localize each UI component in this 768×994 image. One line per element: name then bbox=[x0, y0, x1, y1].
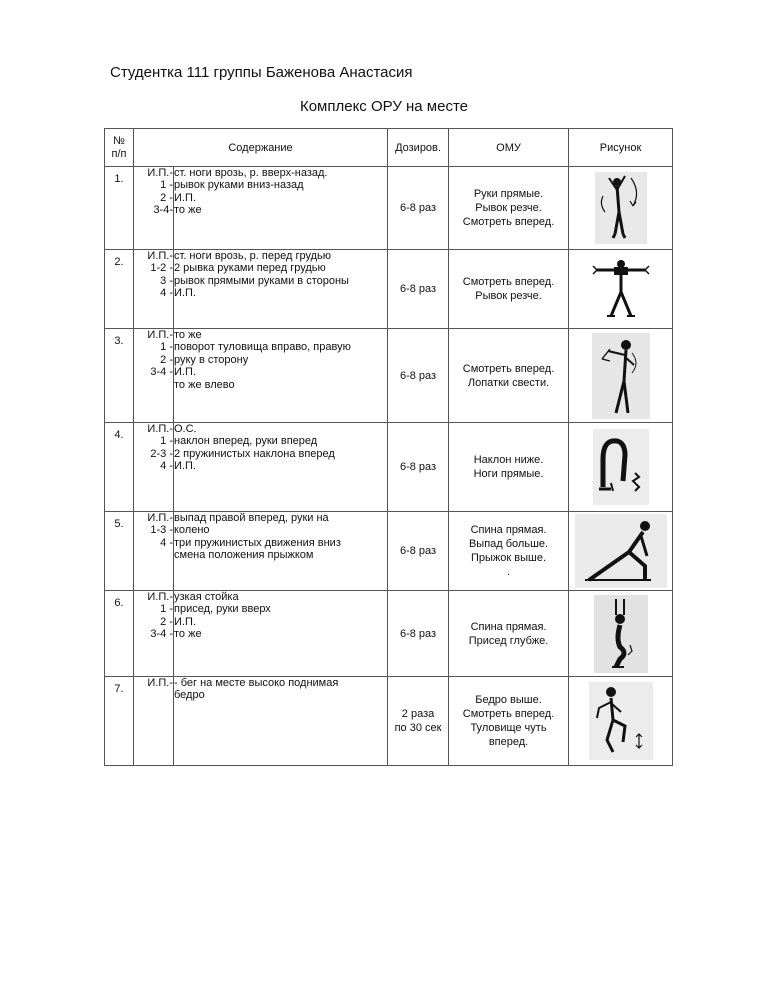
row-content bbox=[174, 329, 388, 423]
omu-line: Смотреть вперед. bbox=[462, 276, 555, 288]
row-content bbox=[174, 423, 388, 512]
content-line: И.П. bbox=[174, 615, 196, 628]
content-line: О.С. bbox=[174, 423, 197, 435]
row-number: 4. bbox=[105, 423, 134, 512]
position-label: 1 - bbox=[160, 603, 173, 616]
content-line: ст. ноги врозь, р. перед грудью bbox=[174, 250, 331, 262]
omu-line: Смотреть вперед. bbox=[462, 362, 555, 375]
row-dosage bbox=[388, 677, 449, 766]
position-label: 4 - bbox=[160, 287, 173, 300]
position-label: 1-2 - bbox=[150, 262, 173, 275]
omu-line: Прыжок выше. bbox=[471, 552, 547, 564]
row-dosage bbox=[388, 591, 449, 677]
row-number: 1. bbox=[105, 167, 134, 250]
position-label: 1 - bbox=[160, 179, 173, 192]
dosage-line: 6-8 раз bbox=[399, 545, 437, 557]
position-label: 4 - bbox=[160, 460, 173, 473]
row-content bbox=[174, 167, 388, 250]
position-label: И.П.- bbox=[147, 329, 173, 341]
col-header-number-symbol: № bbox=[113, 134, 125, 147]
content-line: ст. ноги врозь, р. вверх-назад. bbox=[174, 167, 328, 179]
position-label: 3-4 - bbox=[150, 628, 173, 641]
position-label: 4 - bbox=[160, 536, 173, 549]
content-line: узкая стойка bbox=[174, 591, 239, 603]
content-line: то же bbox=[174, 204, 202, 217]
content-line: И.П. bbox=[174, 366, 196, 379]
content-line: бедро bbox=[174, 689, 205, 702]
row-position-labels bbox=[134, 423, 174, 512]
row-omu bbox=[449, 167, 569, 250]
content-line: рывок руками вниз-назад bbox=[174, 179, 304, 192]
row-content bbox=[174, 512, 388, 591]
content-line: И.П. bbox=[174, 191, 196, 204]
table-row bbox=[105, 677, 673, 766]
position-label: 2 - bbox=[160, 353, 173, 366]
omu-line: Спина прямая. bbox=[470, 524, 547, 536]
content-line: 2 пружинистых наклона вперед bbox=[174, 447, 335, 460]
row-number: 5. bbox=[105, 512, 134, 591]
position-label: И.П.- bbox=[147, 591, 173, 603]
omu-line: Присед глубже. bbox=[468, 634, 549, 647]
row-content bbox=[174, 591, 388, 677]
content-line: смена положения прыжком bbox=[174, 549, 314, 562]
position-label: 3-4- bbox=[153, 204, 173, 217]
position-label: 3-4 - bbox=[150, 366, 173, 379]
content-line: выпад правой вперед, руки на bbox=[174, 512, 329, 524]
row-position-labels bbox=[134, 167, 174, 250]
omu-line: Руки прямые. bbox=[473, 188, 544, 200]
content-line: 2 рывка руками перед грудью bbox=[174, 262, 326, 275]
content-line: колено bbox=[174, 524, 210, 537]
content-line: И.П. bbox=[174, 287, 196, 300]
omu-line: Ноги прямые. bbox=[473, 468, 544, 480]
position-label: 2 - bbox=[160, 191, 173, 204]
row-dosage bbox=[388, 250, 449, 329]
row-number: 2. bbox=[105, 250, 134, 329]
row-position-labels bbox=[134, 677, 174, 766]
omu-line: Выпад больше. bbox=[468, 538, 549, 550]
figure-torso-turn-icon bbox=[569, 329, 673, 423]
content-line: то же влево bbox=[174, 378, 235, 391]
table-row bbox=[105, 329, 673, 423]
row-dosage bbox=[388, 512, 449, 591]
row-dosage bbox=[388, 167, 449, 250]
dosage-line: 6-8 раз bbox=[399, 461, 437, 473]
position-label: 1 - bbox=[160, 341, 173, 354]
content-line: то же bbox=[174, 329, 202, 341]
row-omu bbox=[449, 329, 569, 423]
row-omu bbox=[449, 591, 569, 677]
position-label bbox=[134, 549, 173, 561]
table-header-row bbox=[105, 129, 673, 167]
table-row bbox=[105, 167, 673, 250]
omu-line: Смотреть вперед. bbox=[462, 216, 555, 228]
row-position-labels bbox=[134, 591, 174, 677]
omu-line: Рывок резче. bbox=[475, 290, 542, 302]
table-row bbox=[105, 423, 673, 512]
position-label: И.П.- bbox=[147, 423, 173, 435]
col-header-number bbox=[105, 129, 134, 167]
content-line: три пружинистых движения вниз bbox=[174, 536, 341, 549]
row-omu bbox=[449, 250, 569, 329]
row-content bbox=[174, 677, 388, 766]
position-label: И.П.- bbox=[147, 677, 173, 689]
table-row bbox=[105, 250, 673, 329]
document-title: Комплекс ОРУ на месте bbox=[299, 98, 469, 115]
content-line: - бег на месте высоко поднимая bbox=[174, 677, 339, 689]
position-label: 2 - bbox=[160, 615, 173, 628]
omu-line: Лопатки свести. bbox=[467, 376, 550, 389]
figure-squat-icon bbox=[569, 591, 673, 677]
row-position-labels bbox=[134, 250, 174, 329]
row-dosage bbox=[388, 423, 449, 512]
figure-arms-sideways-icon bbox=[569, 250, 673, 329]
dosage-line: 6-8 раз bbox=[399, 369, 437, 382]
content-line: присед, руки вверх bbox=[174, 603, 271, 616]
row-dosage bbox=[388, 329, 449, 423]
row-content bbox=[174, 250, 388, 329]
dosage-line: 2 раза bbox=[401, 708, 435, 720]
col-header-dosage: Дозиров. bbox=[388, 129, 449, 167]
col-header-content: Содержание bbox=[134, 129, 388, 167]
omu-line: . bbox=[506, 566, 511, 578]
omu-line: Туловище чуть bbox=[470, 722, 547, 734]
row-omu bbox=[449, 677, 569, 766]
row-omu bbox=[449, 423, 569, 512]
row-position-labels bbox=[134, 329, 174, 423]
position-label: И.П.- bbox=[147, 512, 173, 524]
row-number: 3. bbox=[105, 329, 134, 423]
dosage-line: 6-8 раз bbox=[399, 283, 437, 295]
position-label: 2-3 - bbox=[150, 447, 173, 460]
author-line: Студентка 111 группы Баженова Анастасия bbox=[110, 64, 413, 81]
position-label: 3 - bbox=[160, 274, 173, 287]
row-number: 7. bbox=[105, 677, 134, 766]
dosage-line: по 30 сек bbox=[394, 722, 442, 734]
omu-line: Смотреть вперед. bbox=[462, 708, 555, 720]
omu-line: Наклон ниже. bbox=[473, 454, 544, 466]
figure-arms-swing-icon bbox=[569, 167, 673, 250]
position-label: И.П.- bbox=[147, 250, 173, 262]
omu-line: Бедро выше. bbox=[475, 694, 542, 706]
table-row bbox=[105, 591, 673, 677]
exercise-table bbox=[104, 128, 673, 766]
row-position-labels bbox=[134, 512, 174, 591]
col-header-omu: ОМУ bbox=[449, 129, 569, 167]
row-number: 6. bbox=[105, 591, 134, 677]
content-line: И.П. bbox=[174, 460, 196, 473]
dosage-line: 6-8 раз bbox=[399, 202, 437, 214]
col-header-number-abbr: п/п bbox=[111, 147, 127, 160]
position-label: 1-3 - bbox=[150, 524, 173, 537]
omu-line: Спина прямая. bbox=[470, 620, 547, 633]
position-label: И.П.- bbox=[147, 167, 173, 179]
position-label: 1 - bbox=[160, 435, 173, 448]
figure-lunge-icon bbox=[569, 512, 673, 591]
content-line: то же bbox=[174, 628, 202, 641]
content-line: наклон вперед, руки вперед bbox=[174, 435, 318, 448]
col-header-picture: Рисунок bbox=[569, 129, 673, 167]
omu-line: вперед. bbox=[488, 736, 529, 748]
figure-forward-bend-icon bbox=[569, 423, 673, 512]
dosage-line: 6-8 раз bbox=[399, 627, 437, 640]
content-line: рывок прямыми руками в стороны bbox=[174, 274, 349, 287]
figure-running-icon bbox=[569, 677, 673, 766]
row-omu bbox=[449, 512, 569, 591]
content-line: поворот туловища вправо, правую bbox=[174, 341, 351, 354]
position-label bbox=[134, 379, 173, 391]
table-row bbox=[105, 512, 673, 591]
omu-line: Рывок резче. bbox=[475, 202, 542, 214]
content-line: руку в сторону bbox=[174, 353, 249, 366]
